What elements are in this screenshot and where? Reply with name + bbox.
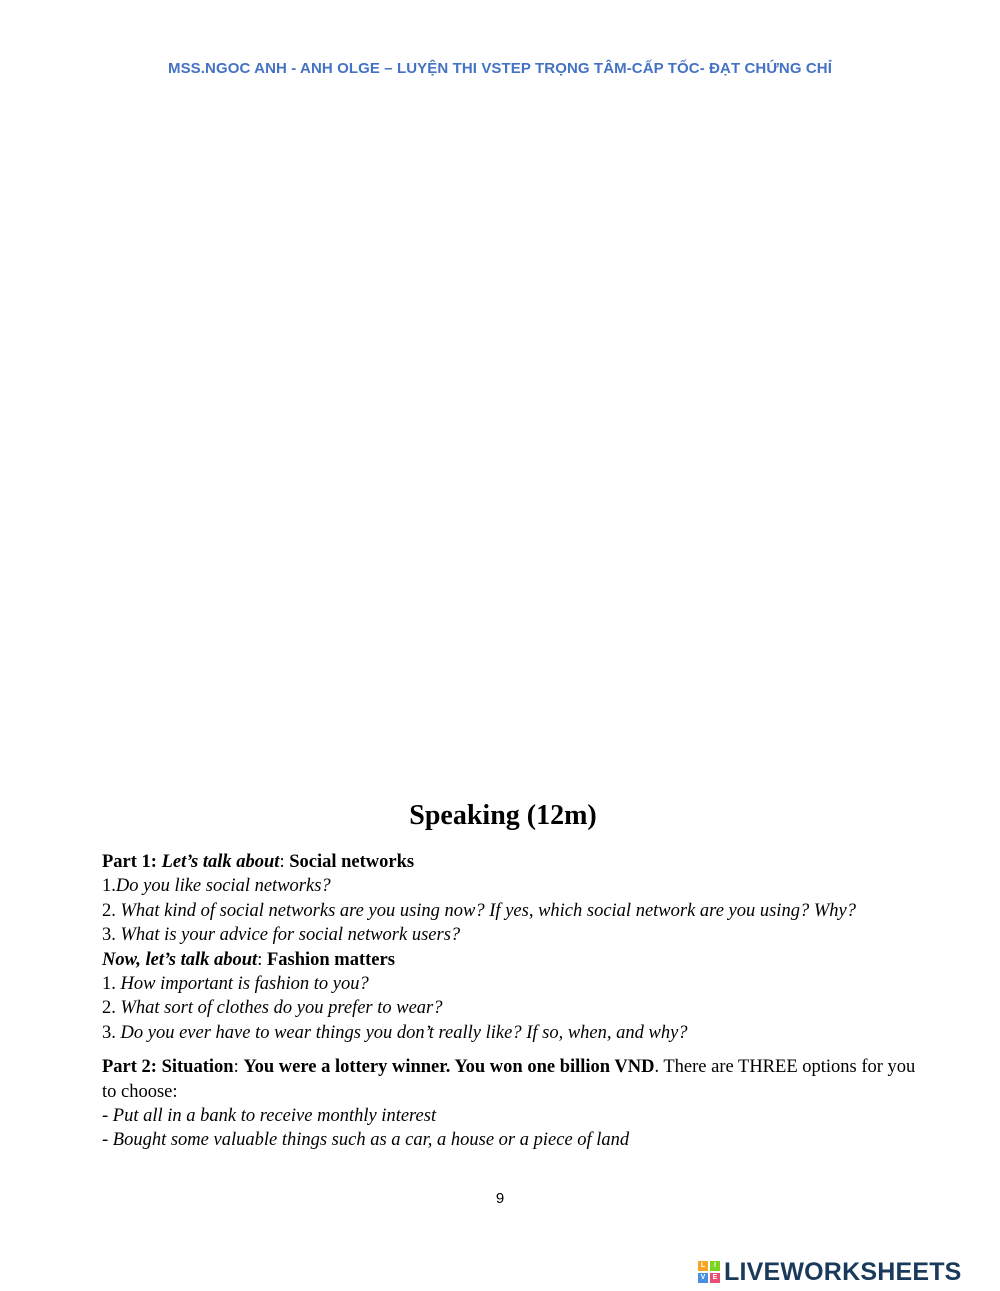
liveworksheets-logo[interactable] (698, 1257, 962, 1287)
question-text: What kind of social networks are you using now? If yes, which social network are you using? Why? (120, 900, 856, 921)
page-header: MSS.NGOC ANH - ANH OLGE – LUYỆN THI VSTEP TRỌNG TÂM-CẤP TỐC- ĐẠT CHỨNG CHỈ (167, 60, 833, 77)
part1-intro2: Now, let’s talk about (102, 949, 258, 970)
question-text: What sort of clothes do you prefer to wear? (120, 998, 443, 1019)
part1-topic: Social networks (289, 852, 415, 872)
part2-colon: : (233, 1057, 244, 1078)
question-num: 1. (102, 876, 116, 897)
logo-block-i: I (710, 1261, 720, 1271)
question-text: How important is fashion to you? (120, 974, 369, 995)
logo-block-l: L (698, 1261, 708, 1271)
question-1 (102, 874, 922, 898)
question-num: 1. (102, 974, 121, 995)
page-number: 9 (495, 1190, 505, 1207)
part1-colon2: : (257, 949, 267, 970)
speaking-content (102, 850, 922, 1153)
question-num: 3. (102, 925, 121, 946)
question-num: 2. (102, 998, 121, 1019)
option-text: - Put all in a bank to receive monthly interest (102, 1106, 437, 1127)
part1-label: Part 1: (102, 852, 162, 872)
question-text: Do you like social networks? (115, 876, 331, 897)
part1-subheading (102, 948, 922, 972)
part1-intro: Let’s talk about (161, 852, 280, 872)
logo-blocks-icon (698, 1261, 720, 1283)
question-num: 3. (102, 1022, 121, 1043)
question-2 (102, 899, 922, 923)
part2-rest: . There are THREE options for you to choose: (102, 1057, 916, 1102)
logo-block-v: V (698, 1273, 708, 1283)
section-title: Speaking (12m) (409, 800, 597, 831)
part2-label: Part 2: Situation (102, 1057, 234, 1078)
logo-block-e: E (710, 1273, 720, 1283)
part1-heading (102, 850, 922, 874)
question-6 (102, 1021, 922, 1045)
logo-text: LIVEWORKSHEETS (724, 1257, 962, 1286)
question-4 (102, 972, 922, 996)
part2-situation: You were a lottery winner. You won one billion VND (243, 1057, 655, 1078)
question-text: Do you ever have to wear things you don’t really like? If so, when, and why? (120, 1022, 688, 1043)
option-1 (102, 1104, 922, 1128)
question-5 (102, 996, 922, 1020)
question-3 (102, 923, 922, 947)
option-text: - Bought some valuable things such as a car, a house or a piece of land (102, 1130, 630, 1151)
option-2 (102, 1128, 922, 1152)
part1-colon: : (279, 852, 290, 872)
question-text: What is your advice for social network users? (120, 925, 461, 946)
part2-paragraph (102, 1055, 922, 1104)
part1-topic2: Fashion matters (266, 949, 395, 970)
question-num: 2. (102, 900, 121, 921)
